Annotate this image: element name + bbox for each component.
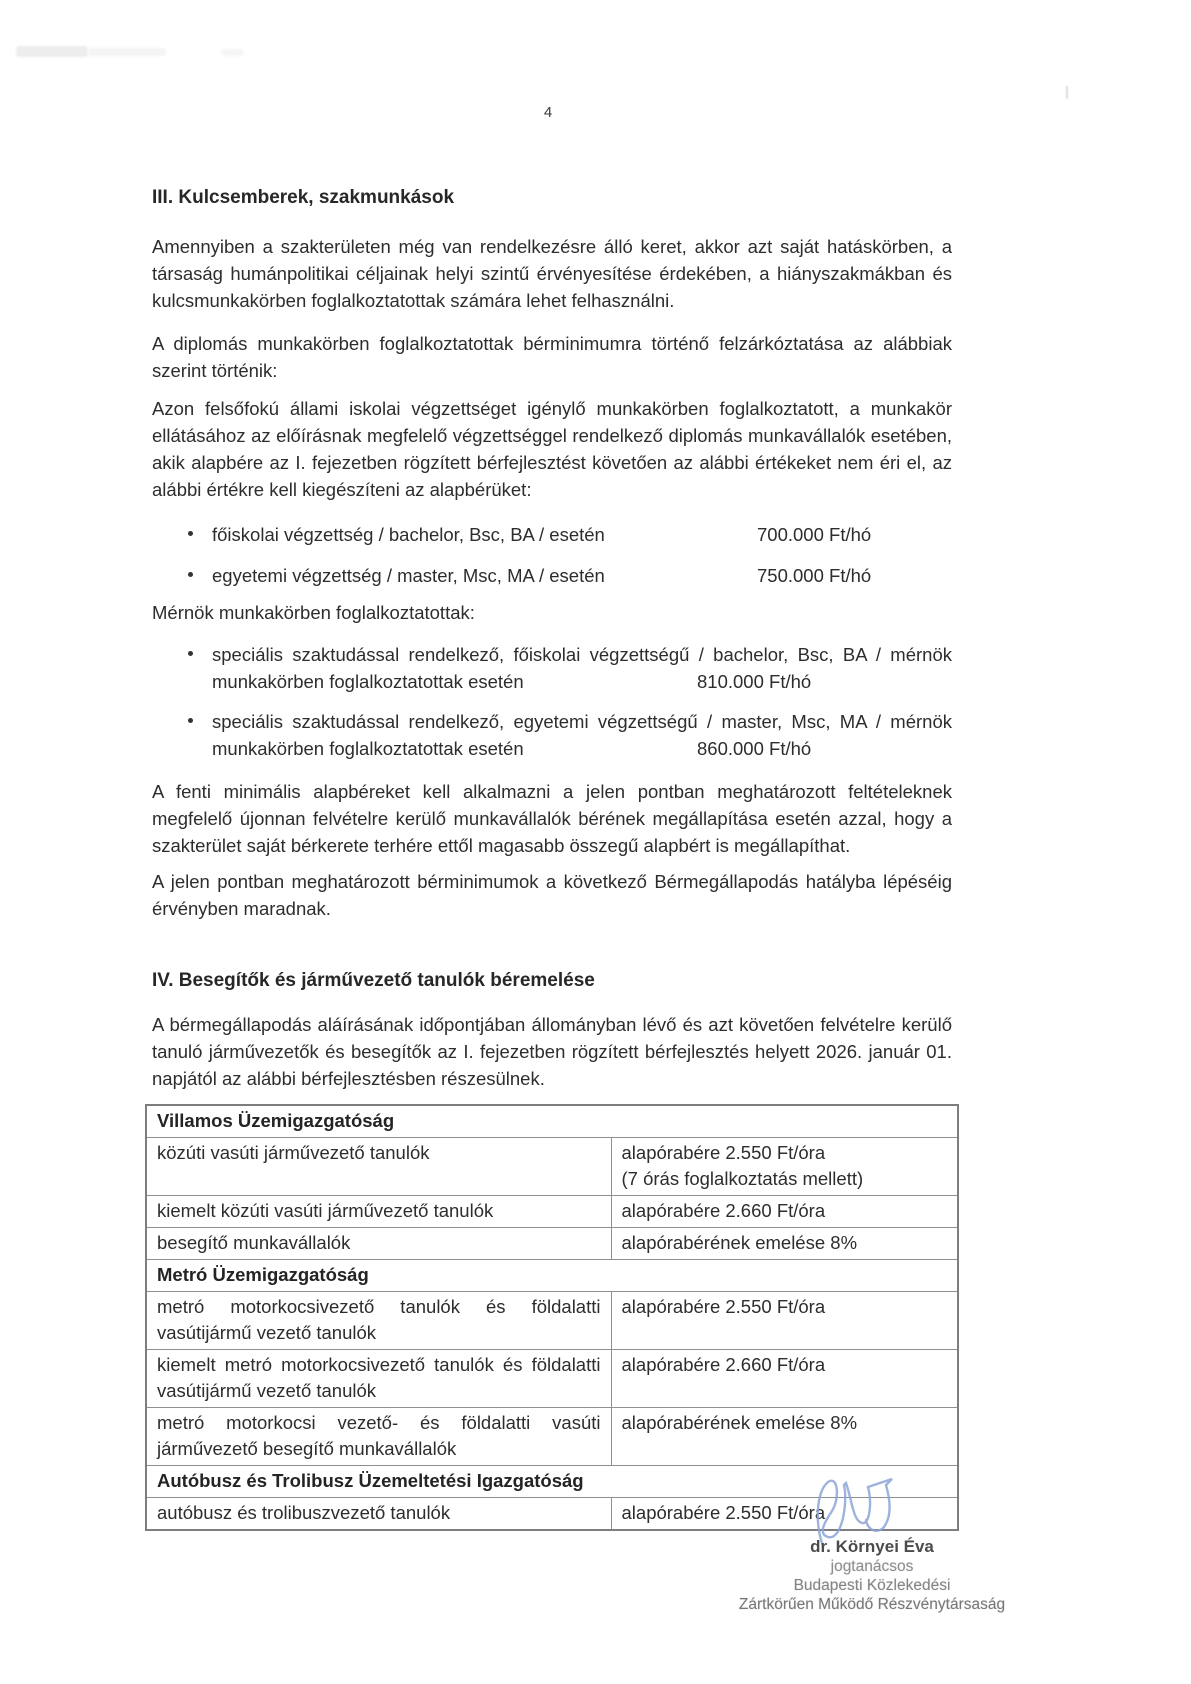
table-row-division-header — [146, 1105, 958, 1138]
bullet-degree-bachelor — [152, 521, 952, 548]
scan-smudge-artifact — [88, 48, 166, 56]
division-header-cell: Villamos Üzemigazgatóság — [146, 1105, 958, 1138]
signer-organization-line1: Budapesti Közlekedési — [793, 1577, 951, 1594]
table-row — [146, 1196, 958, 1228]
scan-smudge-artifact — [16, 46, 88, 57]
bullet-label-line2: munkakörben foglalkoztatottak esetén — [212, 738, 524, 759]
job-category-cell: besegítő munkavállalók — [146, 1228, 611, 1260]
bullet-engineer-master — [152, 708, 952, 762]
wage-cell — [611, 1138, 958, 1196]
engineer-heading: Mérnök munkakörben foglalkoztatottak: — [152, 602, 475, 623]
wage-increase-table — [145, 1104, 959, 1531]
bullet-label-line1: speciális szaktudással rendelkező, főiskolai végzettségű / bachelor, Bsc, BA / mérnök — [212, 644, 952, 665]
section-3-paragraph-2: A diplomás munkakörben foglalkoztatottak bérminimumra történő felzárkóztatása az alábbiak szerint történik: — [152, 333, 952, 381]
signer-organization-line2: Zártkörűen Működő Részvénytársaság — [738, 1596, 1006, 1613]
wage-line: alapórabére 2.550 Ft/óra — [621, 1142, 826, 1163]
table-row — [146, 1350, 958, 1408]
section-3-paragraph-4: A fenti minimális alapbéreket kell alkalmazni a jelen pontban meghatározott feltételeknek megfelelő újonnan felvételre kerülő munkavállalók bérének megállapítása esetén azzal, hogy a szakterület saját bérkerete terhére ettől magasabb összegű alapbért is megállapíthat. — [152, 781, 952, 856]
wage-cell: alapórabére 2.660 Ft/óra — [611, 1350, 958, 1408]
scan-tick-artifact — [1066, 86, 1068, 99]
bullet-label-line1: speciális szaktudással rendelkező, egyetemi végzettségű / master, Msc, MA / mérnök — [212, 711, 952, 732]
wage-value: 860.000 Ft/hó — [697, 738, 812, 759]
wage-cell: alapórabére 2.660 Ft/óra — [611, 1196, 958, 1228]
job-category-cell: kiemelt metró motorkocsivezető tanulók és földalatti vasútijármű vezető tanulók — [146, 1350, 611, 1408]
wage-line-note: (7 órás foglalkoztatás mellett) — [621, 1168, 864, 1189]
table-row — [146, 1138, 958, 1196]
bullet-icon — [188, 718, 193, 723]
table-row — [146, 1228, 958, 1260]
bullet-label: főiskolai végzettség / bachelor, Bsc, BA / esetén — [212, 524, 605, 545]
section-4-heading: IV. Besegítők és járművezető tanulók béremelése — [152, 970, 595, 991]
job-category-cell: kiemelt közúti vasúti járművezető tanulók — [146, 1196, 611, 1228]
wage-cell: alapórabérének emelése 8% — [611, 1408, 958, 1466]
section-3-heading: III. Kulcsemberek, szakmunkások — [152, 187, 455, 208]
bullet-icon — [188, 572, 193, 577]
section-3-paragraph-5: A jelen pontban meghatározott bérminimumok a következő Bérmegállapodás hatályba lépéséig érvényben maradnak. — [152, 871, 952, 919]
signer-title: jogtanácsos — [830, 1558, 914, 1575]
wage-value: 700.000 Ft/hó — [757, 524, 872, 545]
wage-cell: alapórabére 2.550 Ft/óra — [611, 1498, 958, 1531]
job-category-cell: autóbusz és trolibuszvezető tanulók — [146, 1498, 611, 1531]
signature-block — [732, 1537, 1012, 1614]
wage-value: 750.000 Ft/hó — [757, 565, 872, 586]
job-category-cell: metró motorkocsivezető tanulók és földalatti vasútijármű vezető tanulók — [146, 1292, 611, 1350]
table-row-division-header — [146, 1260, 958, 1292]
table-row — [146, 1292, 958, 1350]
section-3-paragraph-1: Amennyiben a szakterületen még van rendelkezésre álló keret, akkor azt saját hatáskörben, a társaság humánpolitikai céljainak helyi szintű érvényesítése érdekében, a hiányszakmákban és kulcsmunkakörben foglalkoztatottak számára lehet felhasználni. — [152, 236, 952, 311]
bullet-engineer-bachelor — [152, 641, 952, 695]
bullet-icon — [188, 531, 193, 536]
bullet-label: egyetemi végzettség / master, Msc, MA / esetén — [212, 565, 605, 586]
page-number: 4 — [543, 104, 553, 121]
division-header-cell: Metró Üzemigazgatóság — [146, 1260, 958, 1292]
division-header-cell: Autóbusz és Trolibusz Üzemeltetési Igazgatóság — [146, 1466, 958, 1498]
table-row — [146, 1408, 958, 1466]
job-category-cell: metró motorkocsi vezető- és földalatti vasúti járművezető besegítő munkavállalók — [146, 1408, 611, 1466]
scan-smudge-artifact — [222, 49, 244, 56]
job-category-cell: közúti vasúti járművezető tanulók — [146, 1138, 611, 1196]
signer-name: dr. Környei Éva — [810, 1537, 934, 1556]
section-4-paragraph-1: A bérmegállapodás aláírásának időpontjában állományban lévő és azt követően felvételre kerülő tanuló járművezetők és besegítők az I. fejezetben rögzített bérfejlesztés helyett 2026. január 01. napjától az alábbi bérfejlesztésben részesülnek. — [152, 1014, 952, 1089]
bullet-icon — [188, 651, 193, 656]
bullet-label-line2: munkakörben foglalkoztatottak esetén — [212, 671, 524, 692]
bullet-degree-master — [152, 562, 952, 589]
section-3-paragraph-3: Azon felsőfokú állami iskolai végzettséget igénylő munkakörben foglalkoztatott, a munkakör ellátásához az előírásnak megfelelő végzettséggel rendelkező diplomás munkavállalók esetében, akik alapbére az I. fejezetben rögzített bérfejlesztést követően az alábbi értékeket nem éri el, az alábbi értékre kell kiegészíteni az alapbérüket: — [152, 398, 952, 500]
wage-cell: alapórabérének emelése 8% — [611, 1228, 958, 1260]
wage-value: 810.000 Ft/hó — [697, 671, 812, 692]
wage-cell: alapórabére 2.550 Ft/óra — [611, 1292, 958, 1350]
